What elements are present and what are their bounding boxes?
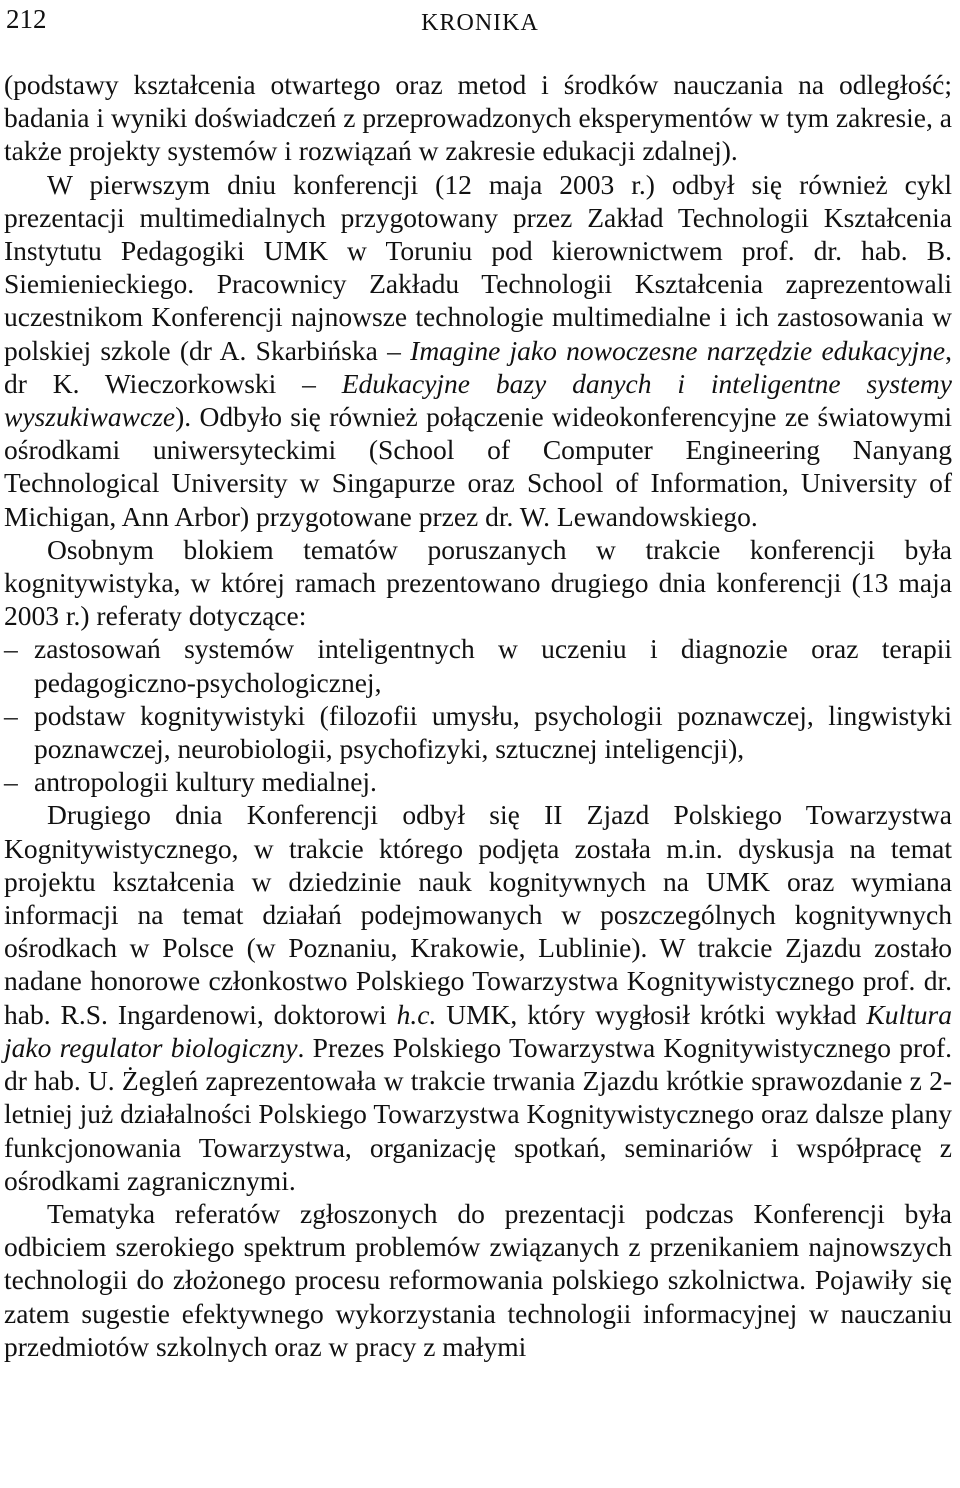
paragraph-3: Osobnym blokiem tematów poruszanych w trakcie konferencji była kognitywistyka, w której ramach prezentowano drugiego dnia konferencji (13 maja 2003 r.) referaty dotyczące: <box>4 533 952 632</box>
paragraph-2-text-c: ). Odbyło się również połączenie wideokonferencyjne ze światowymi ośrodkami uniwersyteckimi (School of Computer Engineering Nanyang Technological University w Singapurze oraz School of Information, University of Michigan, Ann Arbor) przygotowane przez dr. W. Lewandowskiego. <box>4 401 952 532</box>
lecture-title: Kultura jako regulator biologiczny <box>4 998 952 1063</box>
list-item <box>4 632 952 698</box>
paragraph-4-text-a: Drugiego dnia Konferencji odbył się II Zjazd Polskiego Towarzystwa Kognitywistycznego, w trakcie którego podjęta została m.in. dyskusja na temat projektu kształcenia w dziedzinie nauk kognitywnych na UMK oraz wymiana informacji na temat działań podejmowanych w poszczególnych kognitywnych ośrodkach w Polsce (w Poznaniu, Krakowie, Lublinie). W trakcie Zjazdu zostało nadane honorowe członkostwo Polskiego Towarzystwa Kognitywistycznego prof. dr. hab. R.S. Ingardenowi, doktorowi <box>4 799 952 1030</box>
paragraph-4-text-b: UMK, który wygłosił krótki wykład <box>436 998 867 1030</box>
paragraph-2 <box>4 168 952 533</box>
paragraph-4 <box>4 798 952 1196</box>
list-item-text: podstaw kognitywistyki (filozofii umysłu, psychologii poznawczej, lingwistyki poznawczej, neurobiologii, psychofizyki, sztucznej inteligencji), <box>34 699 952 765</box>
paragraph-1: (podstawy kształcenia otwartego oraz metod i środków nauczania na odległość; badania i wyniki doświadczeń z przeprowadzonych eksperymentów w tym zakresie, a także projekty systemów i rozwiązań w zakresie edukacji zdalnej). <box>4 69 952 167</box>
list-item-text: antropologii kultury medialnej. <box>34 766 377 798</box>
paper-title-bazy-danych: Edukacyjne bazy danych i inteligentne systemy wyszukiwawcze <box>4 367 952 433</box>
paragraph-5: Tematyka referatów zgłoszonych do prezentacji podczas Konferencji była odbiciem szerokiego spektrum problemów związanych z przenikaniem najnowszych technologii do złożonego procesu reformowania polskiego szkolnictwa. Pojawiły się zatem sugestie efektywnego wykorzystania technologii informacyjnej w nauczaniu przedmiotów szkolnych oraz w pracy z małymi <box>4 1197 952 1362</box>
list-item <box>4 765 952 798</box>
paper-title-imagine: Imagine jako nowoczesne narzędzie edukacyjne <box>410 334 946 366</box>
page-number: 212 <box>6 4 47 34</box>
list-item <box>4 699 952 765</box>
running-head: KRONIKA <box>421 10 539 36</box>
article-body <box>4 68 952 1363</box>
topics-list <box>4 632 952 798</box>
dash-marker: – <box>4 699 18 731</box>
dash-marker: – <box>4 766 18 798</box>
italic-hc: h.c. <box>396 998 437 1030</box>
dash-marker: – <box>4 633 18 665</box>
paragraph-2-text-a: W pierwszym dniu konferencji (12 maja 2003 r.) odbył się również cykl prezentacji multimedialnych przygotowany przez Zakład Technologii Kształcenia Instytutu Pedagogiki UMK w Toruniu pod kierownictwem prof. dr. hab. B. Siemienieckiego. Pracownicy Zakładu Technologii Kształcenia zaprezentowali uczestnikom Konferencji najnowsze technologie multimedialne i ich zastosowania w polskiej szkole (dr A. Skarbińska – <box>4 168 952 366</box>
list-item-text: zastosowań systemów inteligentnych w uczeniu i diagnozie oraz terapii pedagogiczno-psychologicznej, <box>34 633 952 698</box>
page-header <box>6 4 954 44</box>
paragraph-4-text-c: . Prezes Polskiego Towarzystwa Kognitywistycznego prof. dr hab. U. Żegleń zaprezentowała w trakcie trwania Zjazdu krótkie sprawozdanie z 2-letniej już działalności Polskiego Towarzystwa Kognitywistycznego oraz dalsze plany funkcjonowania Towarzystwa, organizację spotkań, seminariów i współpracę z ośrodkami zagranicznymi. <box>4 1031 952 1196</box>
paragraph-2-text-b: , dr K. Wieczorkowski – <box>4 334 952 399</box>
